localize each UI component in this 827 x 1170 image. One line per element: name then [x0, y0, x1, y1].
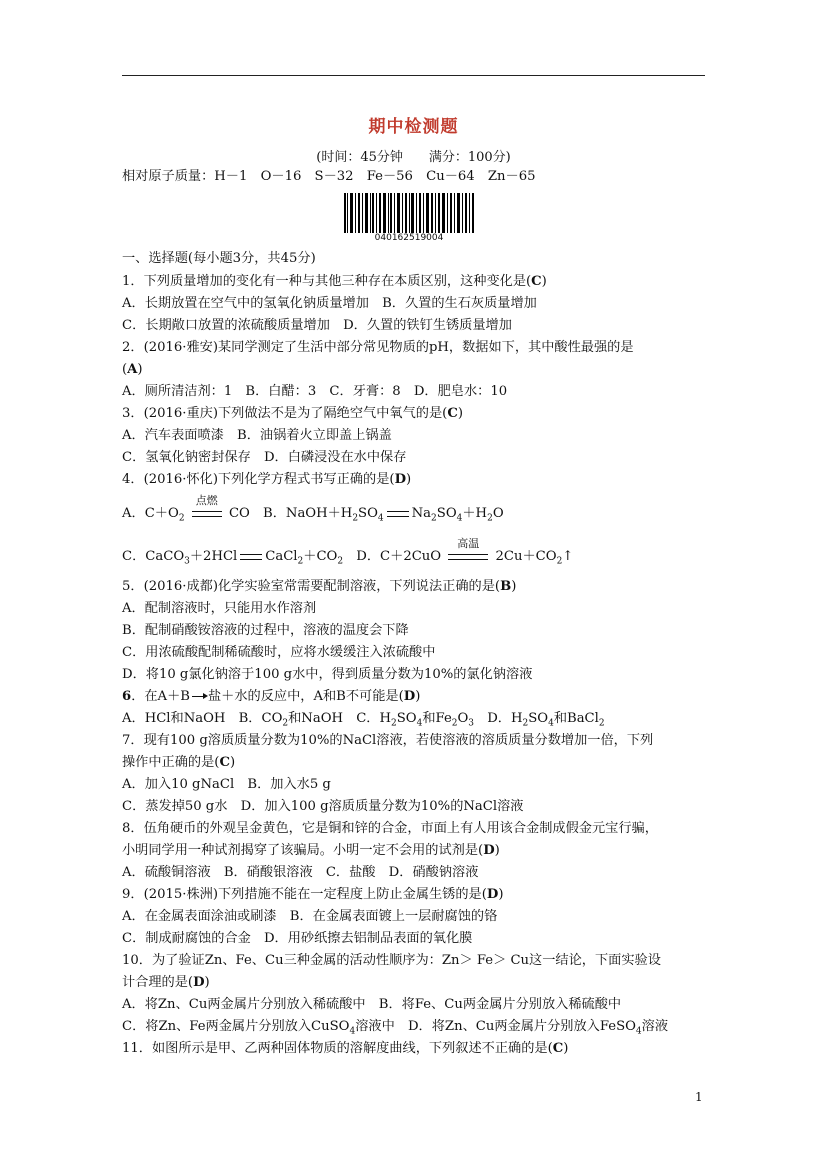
q4-options-cd: C．CaCO$_3$＋2HCl $CaCl_2+CO_2$ D．C＋2CuO 高温 $2Cu+CO_2↑$: [122, 537, 574, 567]
q3-stem: 3．(2016·重庆)下列做法不是为了隔绝空气中氧气的是(: [122, 406, 448, 421]
question-5: 5．(2016·成都)化学实验室常需要配制溶液，下列说法正确的是(B): [122, 579, 517, 594]
question-1: 1．下列质量增加的变化有一种与其他三种存在本质区别，这种变化是(C): [122, 274, 547, 289]
q2-options: A．厕所清洁剂：1 B．白醋：3 C．牙膏：8 D．肥皂水：10: [122, 384, 508, 399]
barcode: [342, 193, 476, 237]
page-number: 1: [695, 1090, 703, 1104]
atomic-mass: 相对原子质量：H－1 O－16 S－32 Fe－56 Cu－64 Zn－65: [122, 169, 536, 184]
q4-stem: 4．(2016·怀化)下列化学方程式书写正确的是(: [122, 472, 395, 487]
q3-answer: C: [447, 406, 458, 421]
question-3: 3．(2016·重庆)下列做法不是为了隔绝空气中氧气的是(C): [122, 406, 463, 421]
q1-options-ab: A．长期放置在空气中的氢氧化钠质量增加 B．久置的生石灰质量增加: [122, 296, 537, 311]
q2-answer: A: [127, 362, 138, 377]
header-rule: [122, 75, 705, 76]
q6-answer: D: [403, 689, 416, 704]
q6-options: A．HCl和NaOH B．$CO_2$和NaOH C．$H_2SO_4$和$Fe_2O_3$ D．$H_2SO_4$和BaCl$_2$: [122, 711, 605, 729]
q1-answer: C: [531, 274, 542, 289]
question-9: 9．(2015·株洲)下列措施不能在一定程度上防止金属生锈的是(D): [122, 887, 504, 902]
q7-options-cd: C．蒸发掉50 g水 D．加入100 g溶质质量分数为10%的NaCl溶液: [122, 799, 524, 814]
q5-option-d: D．将10 g氯化钠溶于100 g水中，得到质量分数为10%的氯化钠溶液: [122, 667, 533, 682]
page-title: 期中检测题: [368, 117, 459, 137]
q11-stem: 11．如图所示是甲、乙两种固体物质的溶解度曲线，下列叙述不正确的是(: [122, 1041, 553, 1056]
q7-options-ab: A．加入10 gNaCl B．加入水5 g: [122, 777, 331, 792]
question-6: 6．在A＋B 盐＋水的反应中，A和B不可能是(D): [122, 689, 421, 704]
q2-answer-line: (A): [122, 362, 143, 377]
q4-condition-heat: 高温: [457, 537, 480, 550]
q5-option-b: B．配制硝酸铵溶液的过程中，溶液的温度会下降: [122, 623, 409, 638]
q4-condition-ignite: 点燃: [195, 494, 218, 507]
q4-options-ab: A．$C+O_2$ 点燃 CO B．$NaOH+H_2SO_4$ $Na_2SO_4+H_2O$: [122, 494, 504, 524]
q5-option-c: C．用浓硫酸配制稀硫酸时，应将水缓缓注入浓硫酸中: [122, 645, 436, 660]
q7-stem2: 操作中正确的是(: [122, 755, 220, 770]
q5-stem: 5．(2016·成都)化学实验室常需要配制溶液，下列说法正确的是(: [122, 579, 501, 594]
q8-answer: D: [483, 843, 495, 858]
q9-stem: 9．(2015·株洲)下列措施不能在一定程度上防止金属生锈的是(: [122, 887, 487, 902]
q7-stem-cont: 操作中正确的是(C): [122, 755, 236, 770]
question-7: 7．现有100 g溶质质量分数为10%的NaCl溶液，若使溶液的溶质质量分数增加一倍，下列: [122, 733, 654, 748]
q10-answer: D: [193, 975, 205, 990]
q4-answer: D: [394, 472, 407, 487]
q5-answer: B: [500, 579, 512, 594]
question-11: 11．如图所示是甲、乙两种固体物质的溶解度曲线，下列叙述不正确的是(C): [122, 1041, 569, 1056]
q10-stem2: 计合理的是(: [122, 975, 194, 990]
q1-stem: 1．下列质量增加的变化有一种与其他三种存在本质区别，这种变化是(: [122, 274, 532, 289]
q9-options-ab: A．在金属表面涂油或刷漆 B．在金属表面镀上一层耐腐蚀的铬: [122, 909, 498, 924]
question-2: 2．(2016·雅安)某同学测定了生活中部分常见物质的pH，数据如下，其中酸性最强的是: [122, 340, 634, 355]
q8-stem2: 小明同学用一种试剂揭穿了该骗局。小明一定不会用的试剂是(: [122, 843, 484, 858]
question-8: 8．伍角硬币的外观呈金黄色，它是铜和锌的合金，市面上有人用该合金制成假金元宝行骗，: [122, 821, 658, 836]
q10-stem-cont: 计合理的是(D): [122, 975, 210, 990]
exam-info: (时间：45分钟 满分：100分): [316, 150, 511, 165]
q9-answer: D: [486, 887, 499, 902]
q3-options-ab: A．汽车表面喷漆 B．油锅着火立即盖上锅盖: [122, 428, 392, 443]
q8-stem-cont: 小明同学用一种试剂揭穿了该骗局。小明一定不会用的试剂是(D): [122, 843, 500, 858]
q8-options: A．硫酸铜溶液 B．硝酸银溶液 C．盐酸 D．硝酸钠溶液: [122, 865, 479, 880]
q11-answer: C: [552, 1041, 564, 1056]
question-10: 10．为了验证Zn、Fe、Cu三种金属的活动性顺序为：Zn＞ Fe＞ Cu这一结论，下面实验设: [122, 953, 661, 968]
question-4: 4．(2016·怀化)下列化学方程式书写正确的是(D): [122, 472, 412, 487]
q10-options-ab: A．将Zn、Cu两金属片分别放入稀硫酸中 B．将Fe、Cu两金属片分别放入稀硫酸中: [122, 997, 622, 1012]
q3-options-cd: C．氢氧化钠密封保存 D．白磷浸没在水中保存: [122, 450, 407, 465]
q5-option-a: A．配制溶液时，只能用水作溶剂: [122, 601, 317, 616]
q9-options-cd: C．制成耐腐蚀的合金 D．用砂纸擦去铝制品表面的氧化膜: [122, 931, 473, 946]
q1-options-cd: C．长期敞口放置的浓硫酸质量增加 D．久置的铁钉生锈质量增加: [122, 318, 512, 333]
barcode-number: 040162519004: [374, 233, 444, 243]
section-heading: 一、选择题(每小题3分，共45分): [122, 251, 316, 266]
q10-options-cd: C．将Zn、Fe两金属片分别放入CuSO$_4$溶液中 D．将Zn、Cu两金属片分别放入FeSO$_4$溶液: [122, 1019, 669, 1037]
q7-answer: C: [219, 755, 230, 770]
